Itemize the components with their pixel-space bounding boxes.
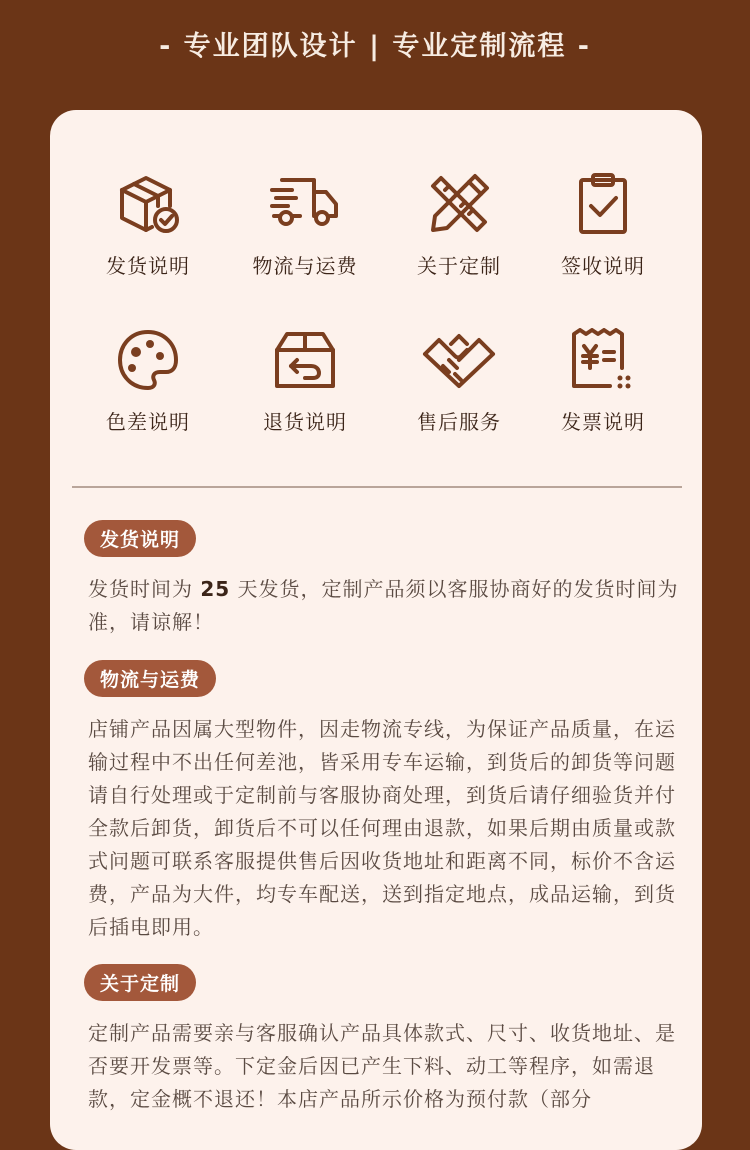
menu-item-label: 退货说明 — [263, 410, 347, 434]
menu-item-label: 签收说明 — [561, 254, 645, 278]
section-text: 店铺产品因属大型物件，因走物流专线，为保证产品质量，在运输过程中不出任何差池，皆采用专车运输，到货后的卸货等问题请自行处理或于定制前与客服协商处理，到货后请仔细验货并付全款后卸货，卸货后不可以任何理由退款，如果后期由质量或款式问题可联系客服提供售后因收货地址和距离不同，标价不含运费，产品为大件，均专车配送，送到指定地点，成品运输，到货后插电即用。 — [88, 717, 676, 939]
menu-item-after-sales[interactable] — [384, 328, 534, 435]
menu-item-logistics[interactable] — [230, 172, 380, 279]
menu-item-shipping[interactable] — [73, 172, 223, 279]
section-title-badge: 发货说明 — [84, 520, 196, 557]
menu-item-label: 物流与运费 — [252, 254, 358, 278]
section-shipping — [84, 520, 694, 639]
menu-item-color[interactable] — [73, 328, 223, 435]
menu-item-receipt[interactable] — [528, 172, 678, 279]
palette-icon — [116, 328, 180, 392]
delivery-truck-icon — [270, 172, 340, 236]
menu-item-custom[interactable] — [384, 172, 534, 279]
divider — [72, 486, 682, 488]
page-title: - 专业团队设计 | 专业定制流程 - — [159, 31, 591, 62]
menu-item-label: 发货说明 — [106, 254, 190, 278]
menu-item-return[interactable] — [230, 328, 380, 435]
section-text — [84, 573, 688, 639]
invoice-icon — [570, 328, 636, 392]
menu-item-label: 发票说明 — [561, 410, 645, 434]
return-box-icon — [273, 328, 337, 392]
section-title-badge: 关于定制 — [84, 964, 196, 1001]
package-check-icon — [116, 172, 180, 236]
section-text — [84, 1017, 688, 1116]
menu-item-label: 色差说明 — [106, 410, 190, 434]
ruler-pencil-icon — [427, 172, 491, 236]
section-title-badge: 物流与运费 — [84, 660, 216, 697]
section-logistics — [84, 660, 694, 944]
menu-item-label: 售后服务 — [417, 410, 501, 434]
menu-item-label: 关于定制 — [417, 254, 501, 278]
clipboard-check-icon — [571, 172, 635, 236]
info-card — [50, 110, 702, 1150]
text-part: 天发货，定制产品须以客服协商好的发货时间为准，请谅解！ — [88, 577, 679, 634]
menu-item-invoice[interactable] — [528, 328, 678, 435]
days-highlight: 25 — [200, 577, 231, 601]
section-custom — [84, 964, 694, 1116]
handshake-icon — [421, 328, 497, 392]
text-part: 定制产品需要亲与客服确认产品具体款式、尺寸、收货地址、是否要开发票等。下定金后因已产生下料、动工等程序，如 — [88, 1021, 676, 1078]
text-part: 需退款，定金概不退还！本店产品所示价格为预付款（部分 — [88, 1054, 655, 1111]
text-part: 发货时间为 — [88, 577, 201, 601]
